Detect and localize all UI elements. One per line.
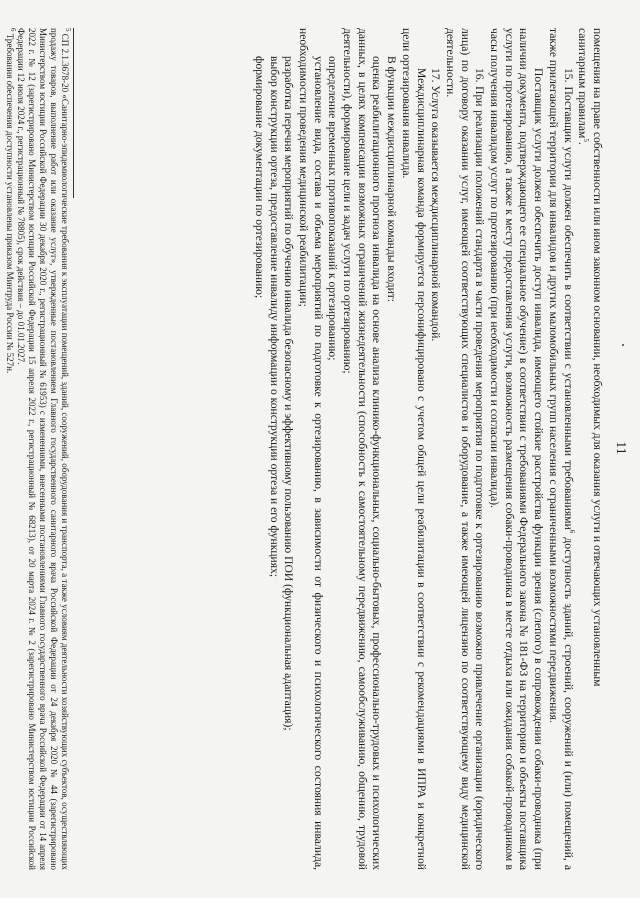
paragraph: определение временных противопоказаний к ортезированию; <box>326 56 340 361</box>
paragraph: формирование документации по ортезированию; <box>252 56 266 299</box>
footnote-separator <box>73 28 74 198</box>
paragraph: 17. Услуга оказывается междисциплинарной командой. <box>429 68 443 342</box>
rotated-page-content <box>5 14 630 882</box>
scan-speck <box>622 344 624 346</box>
footnote: $^5$ СП 2.1.3678-20 «Санитарно-эпидемиологические требования к эксплуатации помещений, зданий, сооружений, оборудования и транспорта, а также условиям деятельности хозяйствующих субъектов, осуществляющих продажу товаров, выполнение работ или оказание услуг», утвержденные постановлением Главного государственного санитарного врача Российской Федерации от 24 декабря 2020 № 44 (зарегистрировано Министерством юстиции Российской Федерации 30 декабря 2020 г., регистрационный № 61953) с изменениями, внесенными постановлениями Главного государственного врача Российской Федерации от 14 апреля 2022 г. № 12 (зарегистрировано Министерством юстиции Российской Федерации 15 апреля 2022 г., регистрационный № 68213), от 20 марта 2024 г. № 2 (зарегистрировано Министерством юстиции Российской Федерации 12 июля 2024 г., регистрационный № 78805), срок действия – до 01.01.2027. <box>16 28 72 871</box>
paragraph: Междисциплинарная команда формируется персонифицировано с учетом общей цели реабилитации в соответствии с рекомендациями в ИПРА и конкретной цели ортезирования инвалида. <box>399 28 428 870</box>
paragraph: санитарным правилам$^5$. <box>576 28 591 145</box>
paragraph: В функции междисциплинарной команды входит: <box>385 56 399 303</box>
paragraph: 15. Поставщик услуги должен обеспечить в соответствии с установленными требованиями$^6$ доступность зданий, строений, сооружений и (или) помещений, а также прилегающей территории для инвалидов и других маломобильных групп населения с ограниченными возможностями передвижения. <box>546 28 576 871</box>
paragraph: установление вида, состава и объема мероприятий по подготовке к ортезированию, в зависимости от физического и психологического состояния инвалида, необходимости проведения медицинской реабилитации; <box>296 28 325 870</box>
paragraph: оценка реабилитационного прогноза инвалида на основе анализа клинико-функциональных, социально-бытовых, профессионально-трудовых и психологических данных, в целях компенсации возможных ограничений жизнедеятельности (способность к самостоятельному передвижению, самообслуживанию, общению, трудовой деятельности), формирование цели и задач услуги по ортезированию; <box>341 28 384 870</box>
footnote-mark: 6 <box>567 529 576 534</box>
footnotes <box>4 28 70 870</box>
paragraph: Поставщик услуги должен обеспечить доступ инвалида, имеющего стойкие расстройства функции зрения (слепого) в сопровождении собаки-проводника (при наличии документа, подтверждающего ее специальное обучение) в соответствии с требованиями Федерального закона № 181-ФЗ на территорию и объекты поставщика услуги по протезированию, а также к месту предоставления услуги, возможность размещения собаки-проводника в месте отдыха или ожидания собакой-проводником в часы получения инвалидом услуг по протезированию (при необходимости и согласии инвалида). <box>488 28 546 870</box>
page-number: 11 <box>613 441 628 455</box>
paragraph: 16. При реализации положений стандарта в части проведения мероприятия по подготовке к ортезированию возможно привлечение организации (юридического лица) по договору оказании услуг, имеющей соответствующих специалистов и оборудование, а также имеющей лицензию по соответствующему виду медицинской деятельности. <box>443 28 487 870</box>
page-body <box>251 28 604 870</box>
paragraph: выбор конструкции ортеза, предоставление инвалиду информации о конструкции ортеза и его функциях; <box>267 56 281 578</box>
paragraph: помещения на праве собственности или ином законном основании, необходимых для оказания услуги и отвечающих установленным <box>591 28 604 687</box>
footnote-mark: 5 <box>582 138 591 142</box>
footnote: $^6$ Требования обеспечения доступности установлены приказом Минтруда России № 527н. <box>5 28 17 374</box>
paragraph: разработка перечня мероприятий по обучению инвалида безопасному и эффективному пользованию ПОИ (функциональная адаптация); <box>282 56 296 731</box>
